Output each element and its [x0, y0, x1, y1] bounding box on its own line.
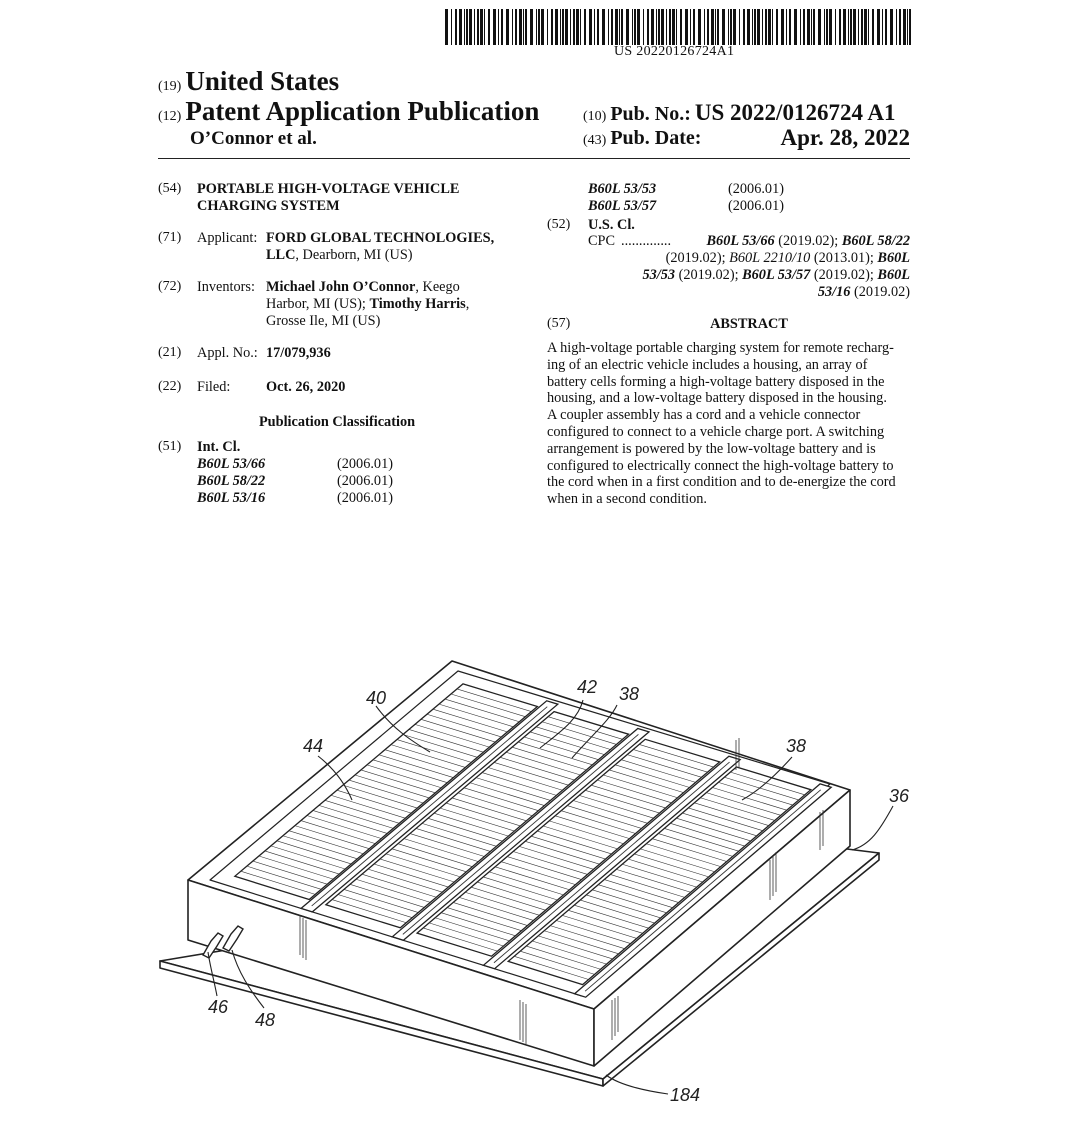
inid-code-51: (51): [158, 439, 182, 454]
ref-label: 38: [786, 736, 807, 756]
intcl-class: B60L 53/16: [197, 490, 266, 506]
applicant-name-2: LLC: [266, 247, 296, 263]
appl-no-label: Appl. No.:: [197, 345, 258, 361]
cpc-version: (2019.02);: [665, 250, 730, 266]
inid-code-52: (52): [547, 217, 571, 232]
applicant-label: Applicant:: [197, 230, 258, 246]
title-line-1: PORTABLE HIGH-VOLTAGE VEHICLE: [197, 181, 460, 197]
intcl-version: (2006.01): [337, 456, 393, 472]
cpc-class-part: 53/16: [817, 284, 851, 300]
inventor-1-loc-a: , Keego: [415, 279, 460, 295]
inid-code-19: (19): [158, 79, 182, 94]
intcl-class: B60L 53/53: [588, 181, 657, 197]
ref-label: 46: [208, 997, 229, 1017]
barcode-number: US 20220126724A1: [614, 44, 735, 59]
applicant-location: , Dearborn, MI (US): [295, 247, 413, 263]
inid-code-22: (22): [158, 379, 182, 394]
inventor-1-loc-b: Harbor, MI (US);: [266, 296, 370, 312]
intcl-version: (2006.01): [728, 181, 784, 197]
inventors-label: Inventors:: [197, 279, 255, 295]
ref-label: 44: [303, 736, 324, 756]
cpc-version: (2013.01);: [810, 250, 878, 266]
inventor-2-loc-a: ,: [465, 296, 470, 312]
ref-label: 36: [889, 786, 910, 806]
cpc-class: B60L 53/57: [742, 267, 811, 283]
inid-code-43: (43): [583, 133, 607, 148]
intcl-class: B60L 58/22: [197, 473, 266, 489]
inid-code-71: (71): [158, 230, 182, 245]
abstract-line: arrangement is powered by the low-voltage battery and is: [547, 440, 876, 457]
cpc-class: B60L 58/22: [841, 233, 910, 249]
abstract-line: A coupler assembly has a cord and a vehicle connector: [547, 407, 861, 424]
uscl-label: U.S. Cl.: [588, 217, 635, 233]
abstract-heading: ABSTRACT: [710, 316, 788, 332]
inventor-2-loc-b: Grosse Ile, MI (US): [266, 313, 381, 329]
inid-code-54: (54): [158, 181, 182, 196]
inid-code-57: (57): [547, 316, 571, 331]
inventor-1-name: Michael John O’Connor: [266, 279, 416, 295]
cpc-class: B60L 2210/10: [729, 250, 811, 266]
pub-no-label: Pub. No.:: [610, 103, 691, 125]
ref-label: 40: [366, 688, 387, 708]
cpc-version: (2019.02);: [810, 267, 878, 283]
abstract-line: battery cells forming a high-voltage battery disposed in the: [547, 373, 885, 390]
cpc-version: (2019.02);: [774, 233, 842, 249]
inventors-short: O’Connor et al.: [190, 128, 317, 149]
intcl-version: (2006.01): [728, 198, 784, 214]
inid-code-12: (12): [158, 109, 182, 124]
ref-label: 42: [577, 677, 598, 697]
cpc-label: CPC: [588, 233, 616, 249]
ref-label: 48: [255, 1010, 276, 1030]
intcl-label: Int. Cl.: [197, 439, 241, 455]
pub-no-value: US 2022/0126724 A1: [694, 100, 896, 125]
appl-no-value: 17/079,936: [266, 345, 331, 361]
applicant-name-1: FORD GLOBAL TECHNOLOGIES,: [266, 230, 495, 246]
inventor-2-name: Timothy Harris: [369, 296, 466, 312]
intcl-class: B60L 53/57: [588, 198, 657, 214]
country-name: United States: [185, 66, 340, 96]
abstract-line: configured to connect to a vehicle charge port. A switching: [547, 423, 885, 440]
cpc-version: (2019.02): [850, 284, 910, 300]
cpc-version: (2019.02);: [675, 267, 743, 283]
abstract-line: housing, and a low-voltage battery disposed in the housing.: [547, 390, 887, 407]
publication-type: Patent Application Publication: [185, 96, 540, 126]
pub-date-label: Pub. Date:: [610, 127, 702, 149]
pub-date-value: Apr. 28, 2022: [780, 125, 910, 150]
cpc-class-part: B60L: [877, 267, 910, 283]
intcl-version: (2006.01): [337, 490, 393, 506]
intcl-version: (2006.01): [337, 473, 393, 489]
inid-code-72: (72): [158, 279, 182, 294]
abstract-line: when in a second condition.: [547, 491, 708, 508]
inid-code-21: (21): [158, 345, 182, 360]
intcl-class: B60L 53/66: [197, 456, 266, 472]
filed-value: Oct. 26, 2020: [266, 379, 346, 395]
abstract-line: configured to electrically connect the high-voltage battery to: [547, 457, 894, 474]
filed-label: Filed:: [197, 379, 231, 395]
ref-label: 38: [619, 684, 640, 704]
cpc-class: B60L 53/66: [706, 233, 775, 249]
abstract-line: the cord when in a first condition and to de-energize the cord: [547, 474, 896, 491]
inid-code-10: (10): [583, 109, 607, 124]
title-line-2: CHARGING SYSTEM: [197, 198, 340, 214]
abstract-line: A high-voltage portable charging system for remote recharg-: [547, 340, 894, 356]
publication-classification-heading: Publication Classification: [258, 414, 416, 430]
cpc-class-part: B60L: [877, 250, 910, 266]
ref-label: 184: [670, 1085, 701, 1105]
cpc-class-part: 53/53: [642, 267, 676, 283]
abstract-line: ing of an electric vehicle includes a housing, an array of: [547, 356, 868, 373]
cpc-dots: ..............: [621, 233, 672, 249]
